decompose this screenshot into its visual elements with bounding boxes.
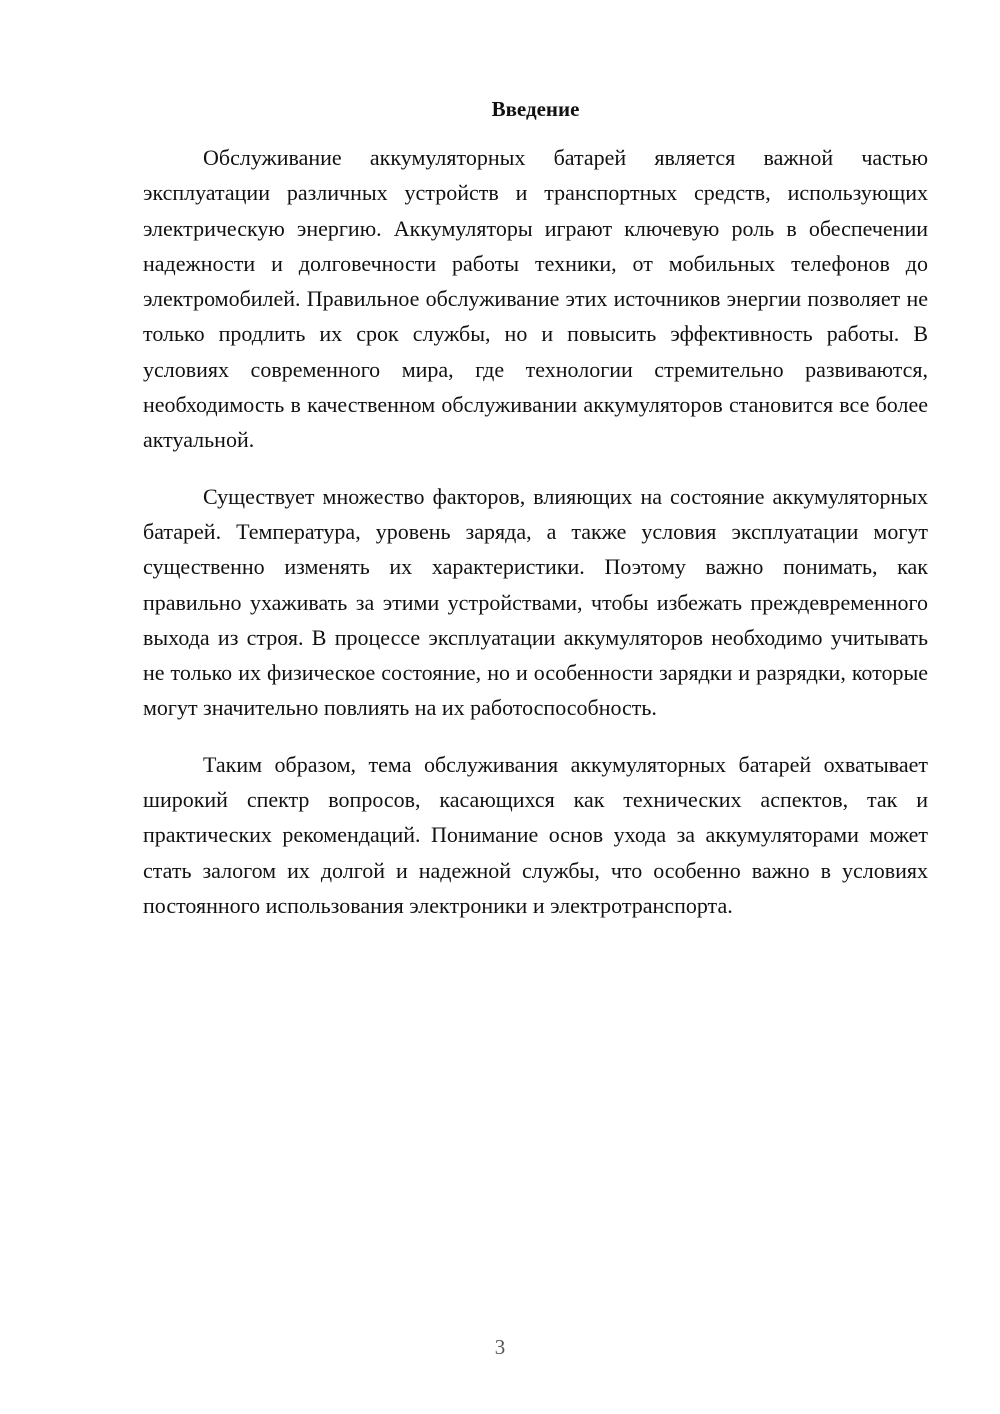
page-content — [143, 92, 928, 944]
paragraph-1: Обслуживание аккумуляторных батарей является важной частью эксплуатации различных устройств и транспортных средств, использующих электрическую энергию. Аккумуляторы играют ключевую роль в обеспечении надежности и долговечности работы техники, от мобильных телефонов до электромобилей. Правильное обслуживание этих источников энергии позволяет не только продлить их срок службы, но и повысить эффективность работы. В условиях современного мира, где технологии стремительно развиваются, необходимость в качественном обслуживании аккумуляторов становится все более актуальной. — [143, 145, 928, 453]
page-number: 3 — [494, 1335, 506, 1359]
paragraph-3: Таким образом, тема обслуживания аккумуляторных батарей охватывает широкий спектр вопросов, касающихся как технических аспектов, так и практических рекомендаций. Понимание основ ухода за аккумуляторами может стать залогом их долгой и надежной службы, что особенно важно в условиях постоянного использования электроники и электротранспорта. — [143, 751, 928, 918]
paragraph-2: Существует множество факторов, влияющих на состояние аккумуляторных батарей. Температура, уровень заряда, а также условия эксплуатации могут существенно изменять их характеристики. Поэтому важно понимать, как правильно ухаживать за этими устройствами, чтобы избежать преждевременного выхода из строя. В процессе эксплуатации аккумуляторов необходимо учитывать не только их физическое состояние, но и особенности зарядки и разрядки, которые могут значительно повлиять на их работоспособность. — [143, 483, 928, 721]
section-title: Введение — [491, 97, 580, 121]
